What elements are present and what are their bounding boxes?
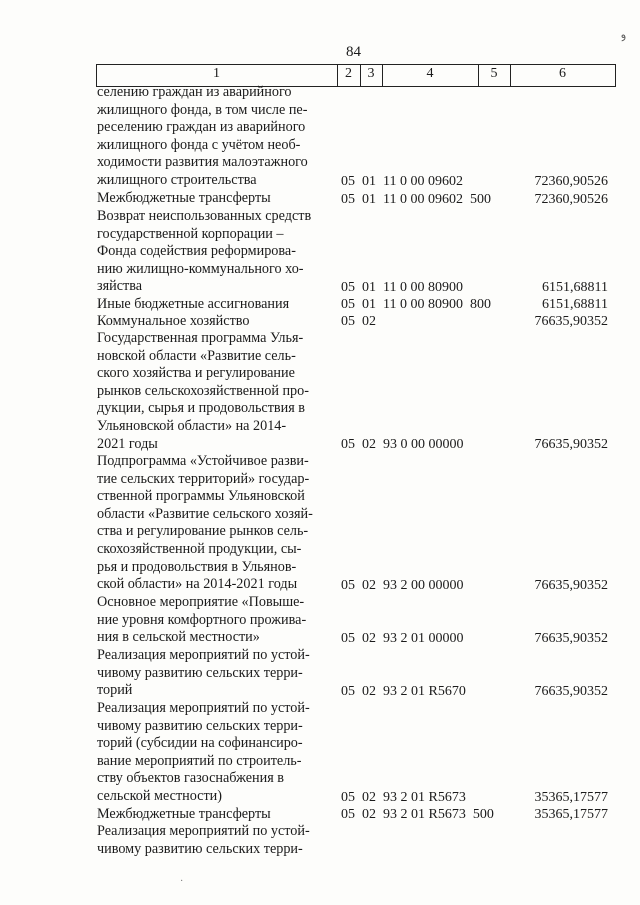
row-name-line: Основное мероприятие «Повыше- [97,594,305,610]
row-name-line: торий [97,682,133,699]
row-sum: 76635,90352 [534,314,608,329]
row-sum: 76635,90352 [534,437,608,452]
row-name-line: ства и регулирование рынков сель- [97,523,309,540]
row-name [97,330,334,453]
row-name-line: вание мероприятий по строитель- [97,752,302,769]
row-name [97,594,334,647]
row-name-line: Фонда содействия реформирова- [97,243,296,260]
row-name-line: ству объектов газоснабжения в [97,770,285,787]
row-name-line: Реализация мероприятий по устой- [97,647,310,663]
row-name [97,313,334,331]
header-col-2: 2 [345,66,352,81]
row-name-line: Реализация мероприятий по устой- [97,700,310,716]
row-name-line: 2021 годы [97,435,158,452]
row-code: 05 01 11 0 00 09602 [341,174,463,189]
header-col-4: 4 [426,66,434,81]
row-code: 05 02 93 2 01 R5670 [341,684,466,699]
page-number: 84 [346,44,361,60]
row-code: 05 02 93 2 01 R5673 500 [341,807,494,822]
row-code: 05 02 [341,314,376,329]
row-code: 05 02 93 2 01 R5673 [341,790,466,805]
row-name-line: области «Развитие сельского хозяй- [97,505,313,522]
row-name [97,647,334,700]
row-name-line: ние уровня комфортного прожива- [97,611,307,628]
row-name [97,190,334,208]
row-code: 05 02 93 2 01 00000 [341,631,464,646]
row-sum: 76635,90352 [534,684,608,699]
header-top-border [96,64,616,65]
row-sum: 35365,17577 [534,807,608,822]
row-name-line: Реализация мероприятий по устой- [97,823,310,839]
row-name [97,700,334,806]
row-sum: 76635,90352 [534,578,608,593]
row-name-line: селению граждан из аварийного [97,84,292,100]
row-name [97,453,334,594]
header-col-1: 1 [213,66,220,81]
scan-speck: · [180,876,184,887]
row-name-line: Межбюджетные трансферты [97,190,271,206]
row-name-line: Подпрограмма «Устойчивое разви- [97,453,309,469]
row-name [97,806,334,824]
row-name-line: Возврат неиспользованных средств [97,208,312,224]
row-name-line: рья и продовольствия в Ульянов- [97,558,297,575]
row-name-line: тие сельских территорий» государ- [97,470,310,487]
row-name-line: жилищного строительства [97,171,257,188]
row-name-line: Государственная программа Улья- [97,330,304,346]
row-name-line: чивому развитию сельских терри- [97,717,303,734]
header-col-6: 6 [559,66,566,81]
row-name [97,823,334,858]
row-name-line: дукции, сырья и продовольствия в [97,400,305,417]
row-name [97,296,334,314]
header-col-3: 3 [367,66,375,81]
row-name-line: сельской местности) [97,787,222,804]
row-name-line: скохозяйственной продукции, сы- [97,540,302,557]
row-name-line: рынков сельскохозяйственной про- [97,382,309,399]
row-sum: 35365,17577 [534,790,608,805]
row-name-line: Иные бюджетные ассигнования [97,296,290,312]
row-name [97,208,334,296]
row-name-line: Межбюджетные трансферты [97,806,271,822]
header-divider [615,64,616,86]
row-sum: 72360,90526 [534,192,608,207]
row-name-line: новской области «Развитие сель- [97,347,296,364]
row-name-line: жилищного фонда с учётом необ- [97,136,301,153]
row-name-line: ния в сельской местности» [97,629,260,646]
row-name-line: зяйства [97,278,143,295]
row-name-line: ской области» на 2014-2021 годы [97,576,298,593]
row-name-line: государственной корпорации – [97,225,284,242]
row-name-line: нию жилищно-коммунального хо- [97,260,304,277]
row-name [97,84,334,190]
row-code: 05 01 11 0 00 80900 800 [341,297,491,312]
row-code: 05 01 11 0 00 80900 [341,280,463,295]
row-code: 05 02 93 0 00 00000 [341,437,464,452]
row-name-line: ского хозяйства и регулирование [97,365,295,382]
row-sum: 72360,90526 [534,174,608,189]
row-name-line: Коммунальное хозяйство [97,313,250,329]
header-col-5: 5 [490,66,498,81]
scan-mark: ﻭ [618,28,628,42]
row-name-line: торий (субсидии на софинансиро- [97,735,303,752]
row-name-line: чивому развитию сельских терри- [97,840,303,857]
row-name-line: ходимости развития малоэтажного [97,154,308,171]
row-sum: 6151,68811 [542,280,608,295]
row-name-line: Ульяновской области» на 2014- [97,417,287,434]
row-code: 05 01 11 0 00 09602 500 [341,192,491,207]
row-code: 05 02 93 2 00 00000 [341,578,464,593]
row-sum: 6151,68811 [542,297,608,312]
row-sum: 76635,90352 [534,631,608,646]
row-name-line: жилищного фонда, в том числе пе- [97,101,308,118]
row-name-line: ственной программы Ульяновской [97,488,305,505]
row-name-line: реселению граждан из аварийного [97,119,306,136]
row-name-line: чивому развитию сельских терри- [97,664,303,681]
